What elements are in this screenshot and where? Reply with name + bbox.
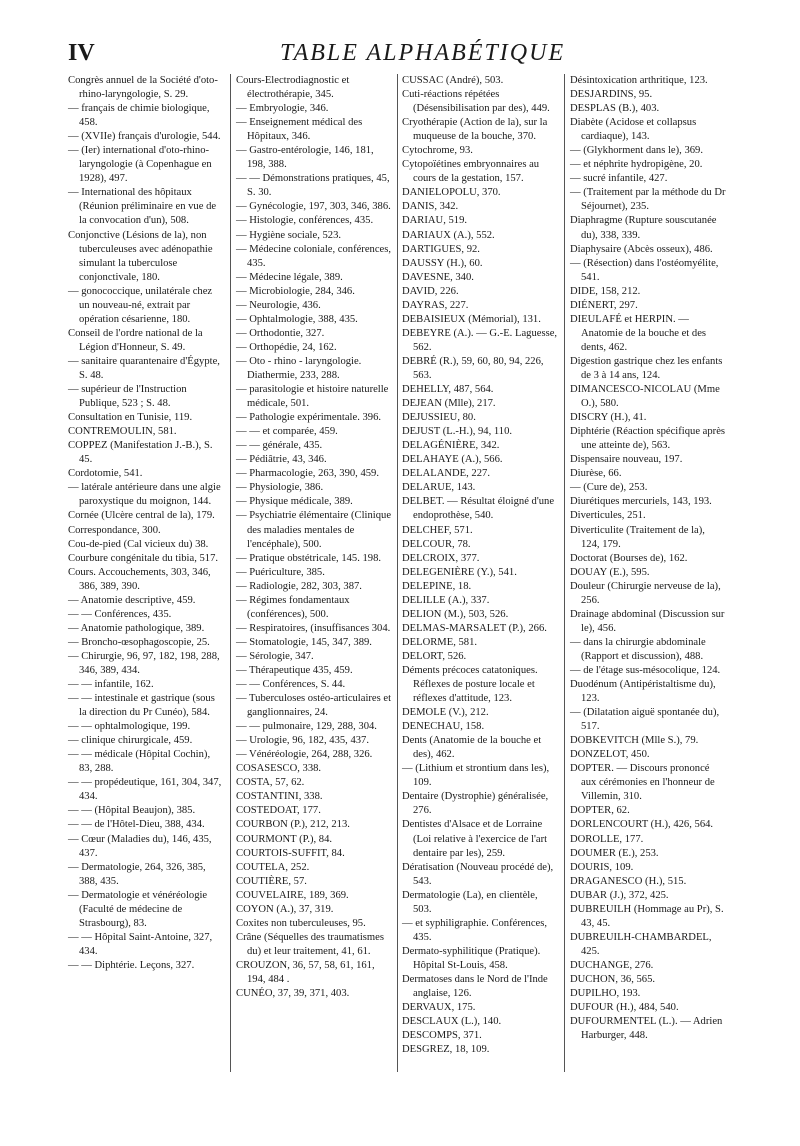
index-entry: DEJUSSIEU, 80. [402, 412, 476, 424]
index-entry: DELCHEF, 571. [402, 524, 473, 536]
index-entry: Cornée (Ulcère central de la), 179. [68, 510, 215, 522]
index-entry: Désintoxication arthritique, 123. [570, 75, 708, 86]
index-entry: — Physique médicale, 389. [236, 496, 353, 508]
index-entry: COURBON (P.), 212, 213. [236, 819, 350, 831]
index-entry: DUCHANGE, 276. [570, 959, 654, 971]
index-entry: Cours. Accouchements, 303, 346, 386, 389, 390. [68, 566, 211, 592]
index-entry: — International des hôpitaux (Réunion préliminaire en vue de la convocation d'un), 508. [68, 187, 217, 227]
index-entry: DELION (M.), 503, 526. [402, 608, 509, 620]
index-entry: Cou-de-pied (Cal vicieux du) 38. [68, 538, 209, 550]
index-entry: DARIAUX (A.), 552. [402, 229, 495, 241]
index-entry: — sucré infantile, 427. [570, 173, 668, 185]
index-entry: COSTEDOAT, 177. [236, 805, 321, 817]
index-entry: DESCOMPS, 371. [402, 1030, 482, 1042]
index-entry: — Gastro-entérologie, 146, 181, 198, 388. [236, 145, 374, 171]
index-entry: COPPEZ (Manifestation J.-B.), S. 45. [68, 440, 213, 466]
index-entry: DIMANCESCO-NICOLAU (Mme O.), 580. [570, 384, 720, 410]
index-column-1 [68, 74, 224, 973]
index-entry: Cytopoïétines embryonnaires au cours de la gestation, 157. [402, 159, 540, 185]
index-entry: DEMOLE (V.), 212. [402, 707, 489, 719]
index-entry: — Broncho-œsophagoscopie, 25. [68, 636, 210, 648]
index-entry: DIÉNERT, 297. [570, 299, 638, 311]
index-entry: Duodénum (Antipéristaltisme du), 123. [570, 679, 716, 705]
index-entry: Cytochrome, 93. [402, 145, 473, 157]
index-entry: — (Traitement par la méthode du Dr Séjournet), 235. [570, 187, 726, 213]
index-entry: Diaphragme (Rupture souscutanée du), 338, 339. [570, 215, 717, 241]
index-entry: — Chirurgie, 96, 97, 182, 198, 288, 346, 389, 434. [68, 650, 220, 676]
index-entry: DISCRY (H.), 41. [570, 412, 647, 424]
index-entry: Douleur (Chirurgie nerveuse de la), 256. [570, 580, 721, 606]
index-entry: DANIS, 342. [402, 201, 459, 213]
index-entry: DANIELOPOLU, 370. [402, 187, 501, 199]
index-entry: — gonococcique, unilatérale chez un nouveau-né, extrait par opération césarienne, 180. [68, 285, 213, 325]
index-entry: Conjonctive (Lésions de la), non tuberculeuses avec adénopathie simulant la tuberculose conjonctivale, 180. [68, 229, 213, 283]
index-entry: DERVAUX, 175. [402, 1002, 476, 1014]
index-entry: — — infantile, 162. [68, 679, 154, 691]
index-column-2 [236, 74, 392, 1001]
index-entry: — Urologie, 96, 182, 435, 437. [236, 735, 370, 747]
index-entry: Crâne (Séquelles des traumatismes du) et leur traitement, 41, 61. [236, 931, 384, 957]
index-entry: DUBREUILH-CHAMBARDEL, 425. [570, 931, 712, 957]
index-entry: — Médecine légale, 389. [236, 271, 343, 283]
index-entry: DELEPINE, 18. [402, 580, 472, 592]
index-entry: — — Démonstrations pratiques, 45, S. 30. [236, 173, 390, 199]
index-entry: DELARUE, 143. [402, 482, 476, 494]
index-entry: Cryothérapie (Action de la), sur la muqueuse de la bouche, 370. [402, 117, 548, 143]
index-entry: DEJUST (L.-H.), 94, 110. [402, 426, 513, 438]
index-entry: — — Conférences, 435. [68, 608, 172, 620]
index-entry: DOUMER (E.), 253. [570, 847, 659, 859]
index-entry: Déments précoces catatoniques. Réflexes de posture locale et réflexes d'attitude, 123. [402, 664, 538, 705]
index-entry: — Ophtalmologie, 388, 435. [236, 313, 358, 325]
index-entry: — Pratique obstétricale, 145. 198. [236, 552, 382, 564]
index-entry: DAYRAS, 227. [402, 299, 469, 311]
index-entry: — et syphiligraphie. Conférences, 435. [402, 917, 548, 943]
index-entry: — Physiologie, 386. [236, 482, 324, 494]
index-entry: DEBRÉ (R.), 59, 60, 80, 94, 226, 563. [402, 355, 544, 381]
index-entry: — de l'étage sus-mésocolique, 124. [570, 664, 721, 676]
index-entry: — — et comparée, 459. [236, 426, 338, 438]
index-entry: DESGREZ, 18, 109. [402, 1044, 490, 1056]
index-entry: COUTIÈRE, 57. [236, 875, 307, 887]
index-entry: Congrès annuel de la Société d'oto-rhino-laryngologie, S. 29. [68, 75, 218, 101]
index-entry: — Dermatologie, 264, 326, 385, 388, 435. [68, 861, 206, 887]
index-entry: Digestion gastrique chez les enfants de 3 à 14 ans, 124. [570, 355, 723, 381]
index-entry: COURMONT (P.), 84. [236, 833, 333, 845]
index-entry: Dispensaire nouveau, 197. [570, 454, 683, 466]
index-entry: — — propédeutique, 161, 304, 347, 434. [68, 777, 222, 803]
index-entry: COUVELAIRE, 189, 369. [236, 889, 349, 901]
index-entry: — (Lithium et strontium dans les), 109. [402, 763, 550, 789]
index-entry: DUFOURMENTEL (L.). — Adrien Harburger, 448. [570, 1016, 723, 1042]
index-entry: — Orthodontie, 327. [236, 327, 325, 339]
index-entry: Dents (Anatomie de la bouche et des), 462. [402, 735, 542, 761]
index-entry: DELCROIX, 377. [402, 552, 480, 564]
index-entry: Conseil de l'ordre national de la Légion d'Honneur, S. 49. [68, 327, 203, 353]
index-entry: Diphtérie (Réaction spécifique après une atteinte de), 563. [570, 426, 726, 452]
index-entry: — Pédiâtrie, 43, 346. [236, 454, 327, 466]
index-entry: DELBET. — Résultat éloigné d'une endoprothèse, 540. [402, 496, 555, 522]
index-entry: DORLENCOURT (H.), 426, 564. [570, 819, 714, 831]
index-entry: — Puériculture, 385. [236, 566, 325, 578]
index-entry: Diabète (Acidose et collapsus cardiaque), 143. [570, 117, 697, 143]
index-entry: — — médicale (Hôpital Cochin), 83, 288. [68, 749, 211, 775]
index-entry: Drainage abdominal (Discussion sur le), 456. [570, 608, 725, 634]
index-entry: — Hygiène sociale, 523. [236, 229, 342, 241]
index-entry: — Pharmacologie, 263, 390, 459. [236, 468, 379, 480]
index-entry: DELAGÉNIÈRE, 342. [402, 440, 500, 452]
column-divider [397, 74, 398, 1072]
index-entry: — Oto - rhino - laryngologie. Diathermie, 233, 288. [236, 355, 362, 381]
index-entry: DELILLE (A.), 337. [402, 594, 490, 606]
index-entry: Consultation en Tunisie, 119. [68, 412, 193, 424]
index-entry: CROUZON, 36, 57, 58, 61, 161, 194, 484 . [236, 959, 375, 985]
index-entry: — (XVIIe) français d'urologie, 544. [68, 131, 221, 143]
index-entry: Diurétiques mercuriels, 143, 193. [570, 496, 712, 508]
index-entry: — latérale antérieure dans une algie paroxystique du moignon, 144. [68, 482, 221, 508]
index-entry: Cordotomie, 541. [68, 468, 143, 480]
index-entry: DOPTER, 62. [570, 805, 630, 817]
index-entry: — — (Hôpital Beaujon), 385. [68, 805, 196, 817]
index-entry: DELALANDE, 227. [402, 468, 490, 480]
index-entry: — parasitologie et histoire naturelle médicale, 501. [236, 384, 389, 410]
index-entry: CUSSAC (André), 503. [402, 75, 504, 86]
index-entry: DOPTER. — Discours prononcé aux cérémonies en l'honneur de Villemin, 310. [570, 763, 715, 803]
index-entry: — Microbiologie, 284, 346. [236, 285, 355, 297]
index-entry: — — intestinale et gastrique (sous la direction du Pr Cunéo), 584. [68, 693, 215, 719]
index-entry: Courbure congénitale du tibia, 517. [68, 552, 219, 564]
index-entry: — Neurologie, 436. [236, 299, 321, 311]
index-entry: DOROLLE, 177. [570, 833, 644, 845]
column-divider [230, 74, 231, 1072]
index-entry: DELORME, 581. [402, 636, 478, 648]
index-entry: DELCOUR, 78. [402, 538, 471, 550]
index-entry: COUTELA, 252. [236, 861, 310, 873]
index-entry: DAVESNE, 340. [402, 271, 474, 283]
index-entry: DUBAR (J.), 372, 425. [570, 889, 669, 901]
index-entry: Dentaire (Dystrophie) généralisée, 276. [402, 791, 549, 817]
page-title: TABLE ALPHABÉTIQUE [280, 40, 566, 66]
index-entry: — Psychiatrie élémentaire (Clinique des maladies mentales de l'encéphale), 500. [236, 510, 392, 550]
index-entry: DUFOUR (H.), 484, 540. [570, 1002, 679, 1014]
index-entry: DEBAISIEUX (Mémorial), 131. [402, 313, 541, 325]
index-entry: — Gynécologie, 197, 303, 346, 386. [236, 201, 391, 213]
index-entry: — — Hôpital Saint-Antoine, 327, 434. [68, 931, 213, 957]
index-entry: — supérieur de l'Instruction Publique, 523 ; S. 48. [68, 384, 187, 410]
index-entry: DONZELOT, 450. [570, 749, 650, 761]
index-entry: — — Conférences, S. 44. [236, 679, 346, 691]
index-entry: DIEULAFÉ et HERPIN. — Anatomie de la bouche et des dents, 462. [570, 313, 707, 353]
index-entry: DARTIGUES, 92. [402, 243, 480, 255]
index-entry: — (Dilatation aiguë spontanée du), 517. [570, 707, 720, 733]
index-entry: DOURIS, 109. [570, 861, 634, 873]
index-entry: Diurèse, 66. [570, 468, 622, 480]
index-entry: DUCHON, 36, 565. [570, 974, 656, 985]
index-entry: COYON (A.), 37, 319. [236, 903, 334, 915]
index-entry: COSASESCO, 338. [236, 763, 322, 775]
index-entry: — Anatomie descriptive, 459. [68, 594, 196, 606]
index-entry: — Orthopédie, 24, 162. [236, 341, 337, 353]
index-entry: DENECHAU, 158. [402, 721, 485, 733]
index-entry: Coxites non tuberculeuses, 95. [236, 917, 366, 929]
index-column-4 [570, 74, 726, 1043]
index-entry: Cuti-réactions répétées (Désensibilisation par des), 449. [402, 89, 550, 115]
index-entry: DESCLAUX (L.), 140. [402, 1016, 502, 1028]
index-entry: — Stomatologie, 145, 347, 389. [236, 636, 372, 648]
index-entry: DARIAU, 519. [402, 215, 468, 227]
index-entry: — Sérologie, 347. [236, 650, 314, 662]
index-entry: COURTOIS-SUFFIT, 84. [236, 847, 345, 859]
index-entry: DEHELLY, 487, 564. [402, 384, 494, 396]
index-entry: — clinique chirurgicale, 459. [68, 735, 193, 747]
index-entry: — Pathologie expérimentale. 396. [236, 412, 382, 424]
index-entry: Correspondance, 300. [68, 524, 161, 536]
index-entry: — Embryologie, 346. [236, 103, 329, 115]
index-entry: DOBKEVITCH (Mlle S.), 79. [570, 735, 699, 747]
page-folio: IV [68, 40, 95, 66]
index-entry: Diaphysaire (Abcès osseux), 486. [570, 243, 713, 255]
index-column-3 [402, 74, 558, 1057]
index-entry: DELAHAYE (A.), 566. [402, 454, 503, 466]
index-entry: — Cœur (Maladies du), 146, 435, 437. [68, 833, 212, 859]
index-entry: DESPLAS (B.), 403. [570, 103, 660, 115]
index-entry: DUBREUILH (Hommage au Pr), S. 43, 45. [570, 903, 724, 929]
index-entry: COSTANTINI, 338. [236, 791, 323, 803]
index-entry: — — Diphtérie. Leçons, 327. [68, 959, 195, 971]
index-entry: Dératisation (Nouveau procédé de), 543. [402, 861, 554, 887]
index-entry: — Dermatologie et vénéréologie (Faculté de médecine de Strasbourg), 83. [68, 889, 208, 929]
column-divider [564, 74, 565, 1072]
index-entry: — Tuberculoses ostéo-articulaires et ganglionnaires, 24. [236, 693, 392, 719]
index-entry: CUNÉO, 37, 39, 371, 403. [236, 988, 350, 1000]
index-entry: Doctorat (Bourses de), 162. [570, 552, 688, 564]
index-entry: — français de chimie biologique, 458. [68, 103, 210, 129]
index-entry: DESJARDINS, 95. [570, 89, 653, 101]
index-entry: — (Glykhorment dans le), 369. [570, 145, 703, 157]
index-entry: COSTA, 57, 62. [236, 777, 305, 789]
index-entry: DAVID, 226. [402, 285, 459, 297]
index-entry: — dans la chirurgie abdominale (Rapport et discussion), 488. [570, 636, 706, 662]
index-entry: — — de l'Hôtel-Dieu, 388, 434. [68, 819, 205, 831]
index-entry: DELEGENIÈRE (Y.), 541. [402, 566, 517, 578]
index-entry: DRAGANESCO (H.), 515. [570, 875, 687, 887]
index-entry: — Enseignement médical des Hôpitaux, 346. [236, 117, 363, 143]
index-entry: — (Ier) international d'oto-rhino-laryngologie (à Copenhague en 1928), 497. [68, 145, 212, 185]
index-entry: DUPILHO, 193. [570, 988, 641, 1000]
index-entry: DEJEAN (Mlle), 217. [402, 398, 496, 410]
index-entry: DIDE, 158, 212. [570, 285, 641, 297]
index-entry: DEBEYRE (A.). — G.-E. Laguesse, 562. [402, 327, 558, 353]
index-entry: — Vénéréologie, 264, 288, 326. [236, 749, 373, 761]
index-entry: Cours-Electrodiagnostic et électrothérapie, 345. [236, 75, 350, 101]
index-entry: — — ophtalmologique, 199. [68, 721, 191, 733]
index-entry: — Régimes fondamentaux (conférences), 500. [236, 594, 350, 620]
index-entry: — et néphrite hydropigène, 20. [570, 159, 703, 171]
index-entry: — Radiologie, 282, 303, 387. [236, 580, 362, 592]
index-entry: — Respiratoires, (insuffisances 304. [236, 622, 391, 634]
index-entry: DELMAS-MARSALET (P.), 266. [402, 622, 547, 634]
index-entry: — Histologie, conférences, 435. [236, 215, 374, 227]
index-entry: — — générale, 435. [236, 440, 323, 452]
index-entry: DOUAY (E.), 595. [570, 566, 650, 578]
index-entry: — Médecine coloniale, conférences, 435. [236, 243, 392, 269]
index-entry: Dermatologie (La), en clientèle, 503. [402, 889, 538, 915]
index-entry: — (Résection) dans l'ostéomyélite, 541. [570, 257, 719, 283]
index-entry: Diverticulite (Traitement de la), 124, 179. [570, 524, 705, 550]
index-entry: DAUSSY (H.), 60. [402, 257, 483, 269]
index-entry: CONTREMOULIN, 581. [68, 426, 177, 438]
index-entry: Diverticules, 251. [570, 510, 646, 522]
index-entry: — Thérapeutique 435, 459. [236, 664, 353, 676]
index-entry: — — pulmonaire, 129, 288, 304. [236, 721, 377, 733]
index-entry: Dermatoses dans le Nord de l'Inde anglaise, 126. [402, 974, 548, 1000]
index-entry: — (Cure de), 253. [570, 482, 648, 494]
index-entry: — sanitaire quarantenaire d'Égypte, S. 48. [68, 355, 220, 381]
index-entry: — Anatomie pathologique, 389. [68, 622, 205, 634]
index-entry: DELORT, 526. [402, 650, 467, 662]
index-entry: Dermato-syphilitique (Pratique). Hôpital St-Louis, 458. [402, 945, 541, 971]
index-entry: Dentistes d'Alsace et de Lorraine (Loi relative à l'exercice de l'art dentaire par les), 259. [402, 819, 548, 859]
